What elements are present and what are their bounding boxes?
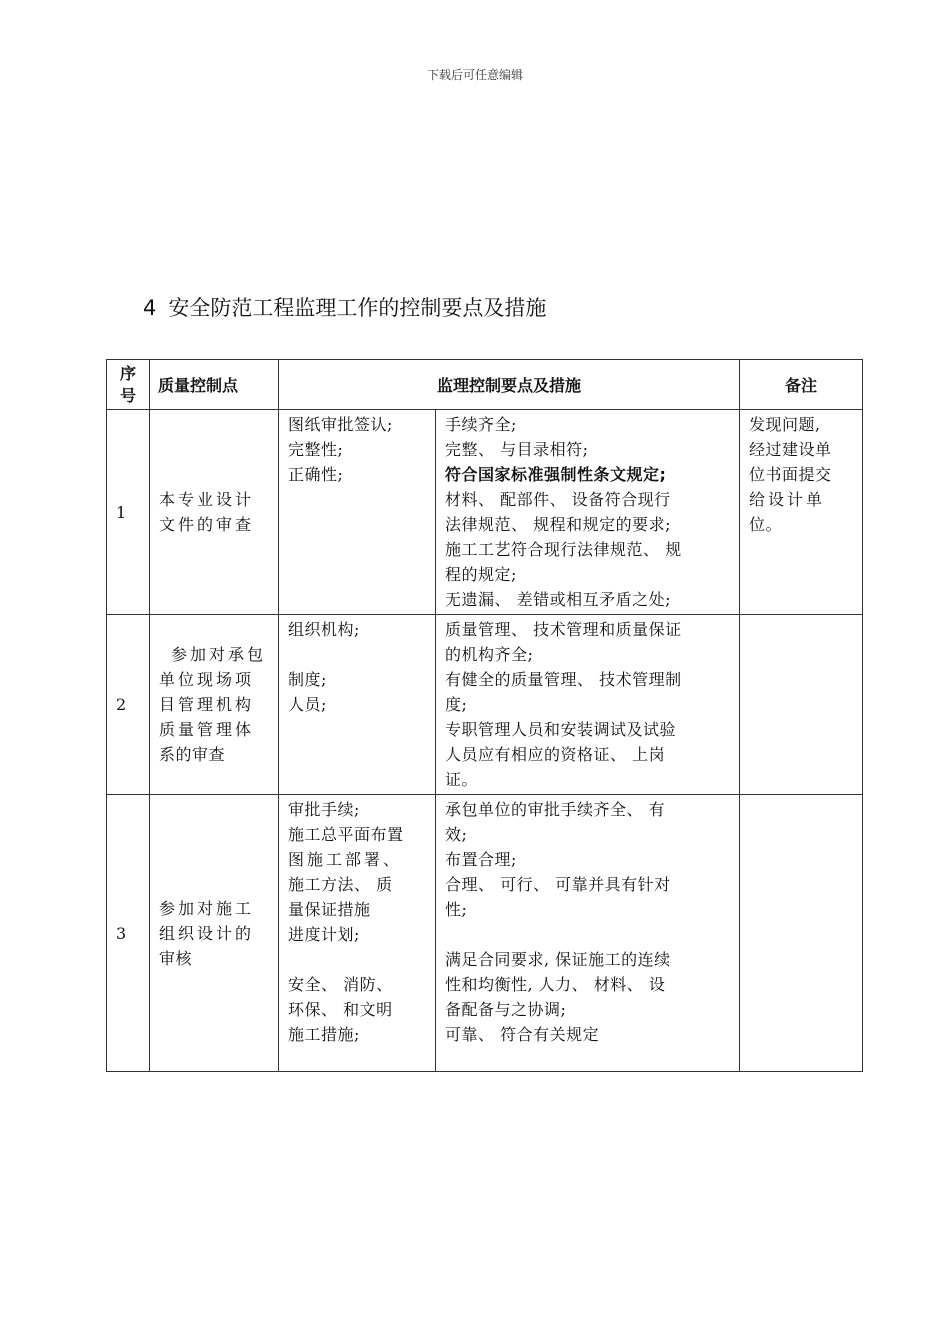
table-row	[107, 410, 863, 615]
section-title	[143, 292, 546, 322]
row-measures: 手续齐全; 完整、 与目录相符; 符合国家标准强制性条文规定; 材料、 配部件、 设备符合现行 法律规范、 规程和规定的要求; 施工工艺符合现行法律规范、 规 程的规定; 无遗漏、 差错或相互矛盾之处;	[436, 410, 740, 615]
row-items: 图纸审批签认; 完整性; 正确性;	[279, 410, 436, 615]
row-seq: 3	[107, 795, 150, 1072]
table-header-row	[107, 360, 863, 410]
row-quality-point: 参加对施工 组织设计的 审核	[150, 795, 279, 1072]
control-points-table	[106, 359, 863, 1072]
row-measures: 质量管理、 技术管理和质量保证 的机构齐全; 有健全的质量管理、 技术管理制 度; 专职管理人员和安装调试及试验 人员应有相应的资格证、 上岗 证。	[436, 615, 740, 795]
row-notes	[740, 795, 863, 1072]
header-notes: 备注	[740, 360, 863, 410]
header-note: 下载后可任意编辑	[426, 68, 523, 82]
row-seq: 2	[107, 615, 150, 795]
header-quality-point: 质量控制点	[150, 360, 279, 410]
row-notes	[740, 615, 863, 795]
row-measures: 承包单位的审批手续齐全、 有 效; 布置合理; 合理、 可行、 可靠并具有针对 性; 满足合同要求, 保证施工的连续 性和均衡性, 人力、 材料、 设 备配备与之协调; 可靠、 符合有关规定	[436, 795, 740, 1072]
table-row	[107, 615, 863, 795]
row-seq: 1	[107, 410, 150, 615]
row-items: 审批手续; 施工总平面布置 图施工部署、 施工方法、 质 量保证措施 进度计划; 安全、 消防、 环保、 和文明 施工措施;	[279, 795, 436, 1072]
row-quality-point: 参加对承包 单位现场项 目管理机构 质量管理体 系的审查	[150, 615, 279, 795]
header-measures: 监理控制要点及措施	[279, 360, 740, 410]
row-items: 组织机构; 制度; 人员;	[279, 615, 436, 795]
row-notes: 发现问题, 经过建设单 位书面提交 给设计单 位。	[740, 410, 863, 615]
table-row	[107, 795, 863, 1072]
row-quality-point: 本专业设计 文件的审查	[150, 410, 279, 615]
header-seq: 序 号	[107, 360, 150, 410]
section-number: 4	[143, 296, 157, 320]
section-title-text: 安全防范工程监理工作的控制要点及措施	[168, 296, 547, 320]
